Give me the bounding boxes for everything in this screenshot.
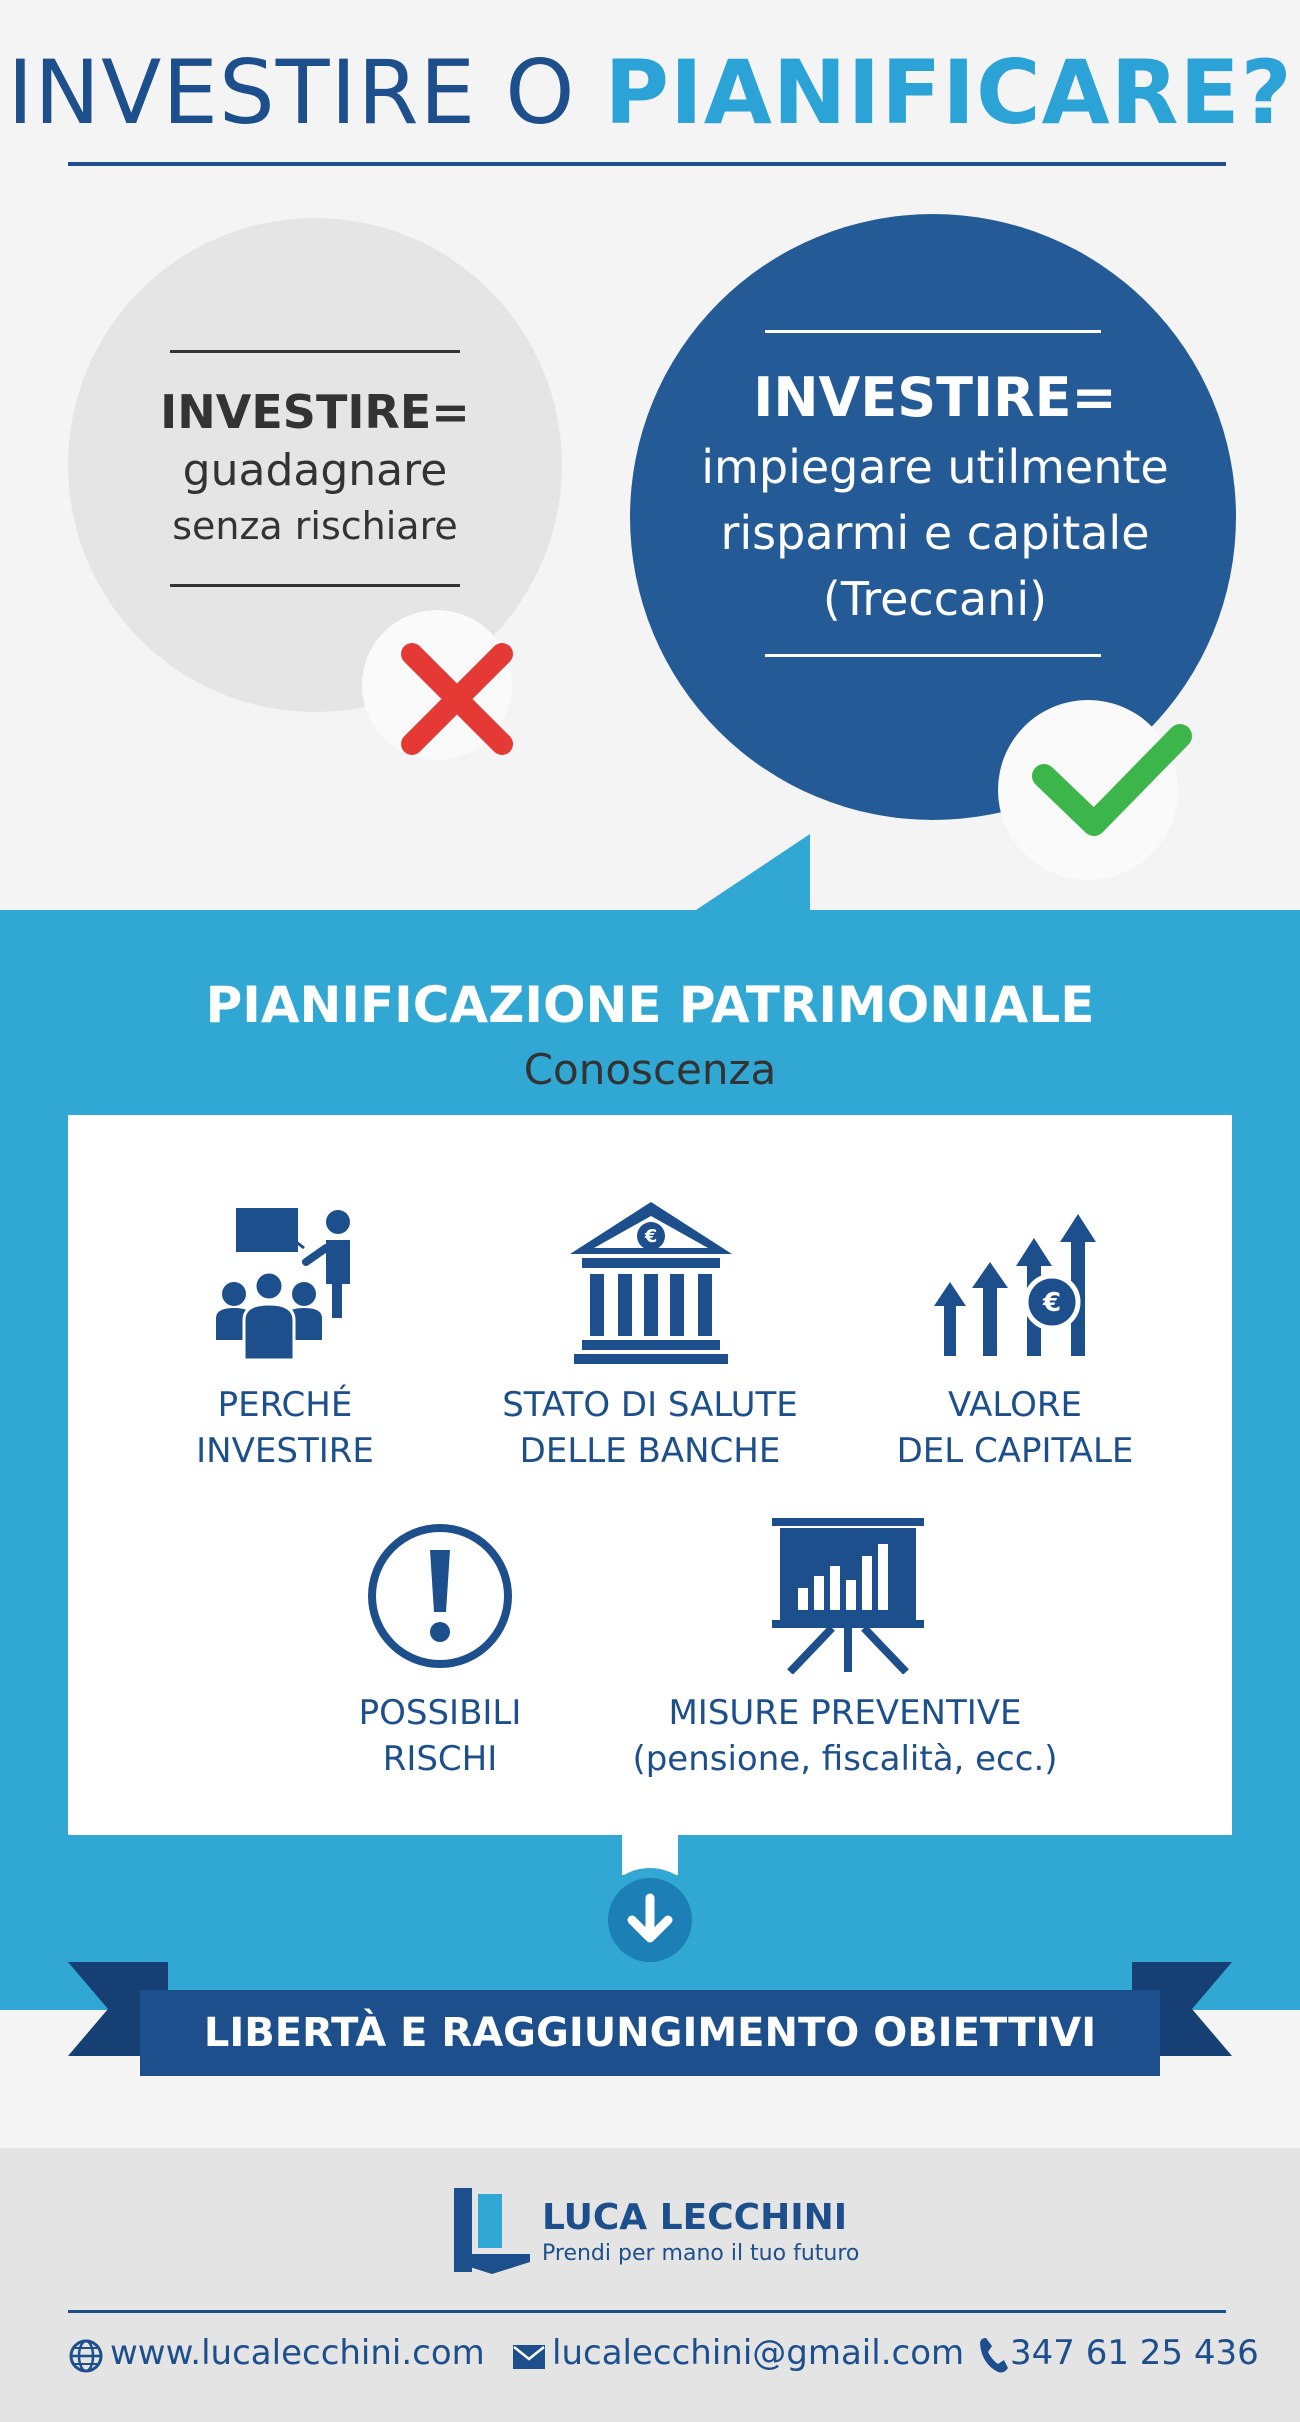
wrong-definition-heading: INVESTIRE= (160, 385, 470, 439)
svg-text:€: € (1042, 1288, 1062, 1318)
brand-tagline: Prendi per mano il tuo futuro (542, 2241, 860, 2266)
right-definition-text (670, 362, 1200, 632)
band-pointer (690, 834, 810, 914)
right-definition-heading: INVESTIRE= (753, 366, 1117, 429)
teacher-audience-icon (214, 1204, 356, 1364)
item-line2: DELLE BANCHE (519, 1431, 781, 1471)
wrong-definition-line1: guadagnare (182, 445, 448, 496)
item-stato-salute-banche (480, 1382, 820, 1474)
phone-icon (978, 2336, 1008, 2374)
item-line2: DEL CAPITALE (896, 1431, 1134, 1471)
wrong-definition-line2: senza rischiare (172, 504, 458, 548)
item-misure-preventive (600, 1690, 1090, 1782)
title-pianificare: PIANIFICARE? (604, 41, 1293, 144)
envelope-icon (512, 2344, 546, 2370)
item-perche-investire (165, 1382, 405, 1474)
email-link[interactable]: lucalecchini@gmail.com (552, 2333, 965, 2373)
brand-name: LUCA LECCHINI (542, 2197, 848, 2238)
title-investire: INVESTIRE O (7, 41, 605, 144)
right-definition-line2: risparmi e capitale (720, 506, 1150, 560)
item-line1: POSSIBILI (358, 1693, 522, 1733)
item-line1: MISURE PREVENTIVE (668, 1693, 1022, 1733)
item-line1: STATO DI SALUTE (502, 1385, 798, 1425)
right-definition-line3: (Treccani) (822, 572, 1048, 626)
growth-arrows-euro-icon (932, 1210, 1096, 1356)
phone-number[interactable]: 347 61 25 436 (1010, 2333, 1259, 2373)
item-line2: INVESTIRE (196, 1431, 374, 1471)
item-line1: VALORE (948, 1385, 1082, 1425)
bank-euro-icon (568, 1200, 734, 1366)
planning-subtitle: Conoscenza (523, 1045, 777, 1094)
item-line2: (pensione, fiscalità, ecc.) (632, 1739, 1058, 1779)
chart-easel-icon (772, 1516, 924, 1674)
item-line2: RISCHI (382, 1739, 498, 1779)
website-link[interactable]: www.lucalecchini.com (110, 2333, 485, 2373)
wrong-bubble-top-rule (170, 350, 460, 353)
warning-exclamation-icon (364, 1520, 516, 1672)
cross-icon (398, 640, 516, 758)
right-bubble-bottom-rule (765, 654, 1101, 657)
check-icon (1024, 714, 1200, 844)
wrong-definition-text (140, 382, 490, 552)
page-title (0, 38, 1300, 148)
globe-icon (68, 2338, 104, 2374)
arrow-down-icon (620, 1890, 680, 1950)
item-possibili-rischi (330, 1690, 550, 1782)
footer (0, 2148, 1300, 2422)
brand-logo-icon (454, 2188, 530, 2274)
right-bubble-top-rule (765, 330, 1101, 333)
item-valore-capitale (870, 1382, 1160, 1474)
wrong-bubble-bottom-rule (170, 584, 460, 587)
footer-divider (68, 2310, 1226, 2313)
item-line1: PERCHÉ (217, 1385, 353, 1425)
right-definition-line1: impiegare utilmente (701, 440, 1169, 494)
svg-text:€: € (644, 1226, 658, 1247)
title-divider (68, 162, 1226, 166)
goal-ribbon-text: LIBERTÀ E RAGGIUNGIMENTO OBIETTIVI (203, 2010, 1097, 2056)
planning-title: PIANIFICAZIONE PATRIMONIALE (205, 976, 1095, 1034)
